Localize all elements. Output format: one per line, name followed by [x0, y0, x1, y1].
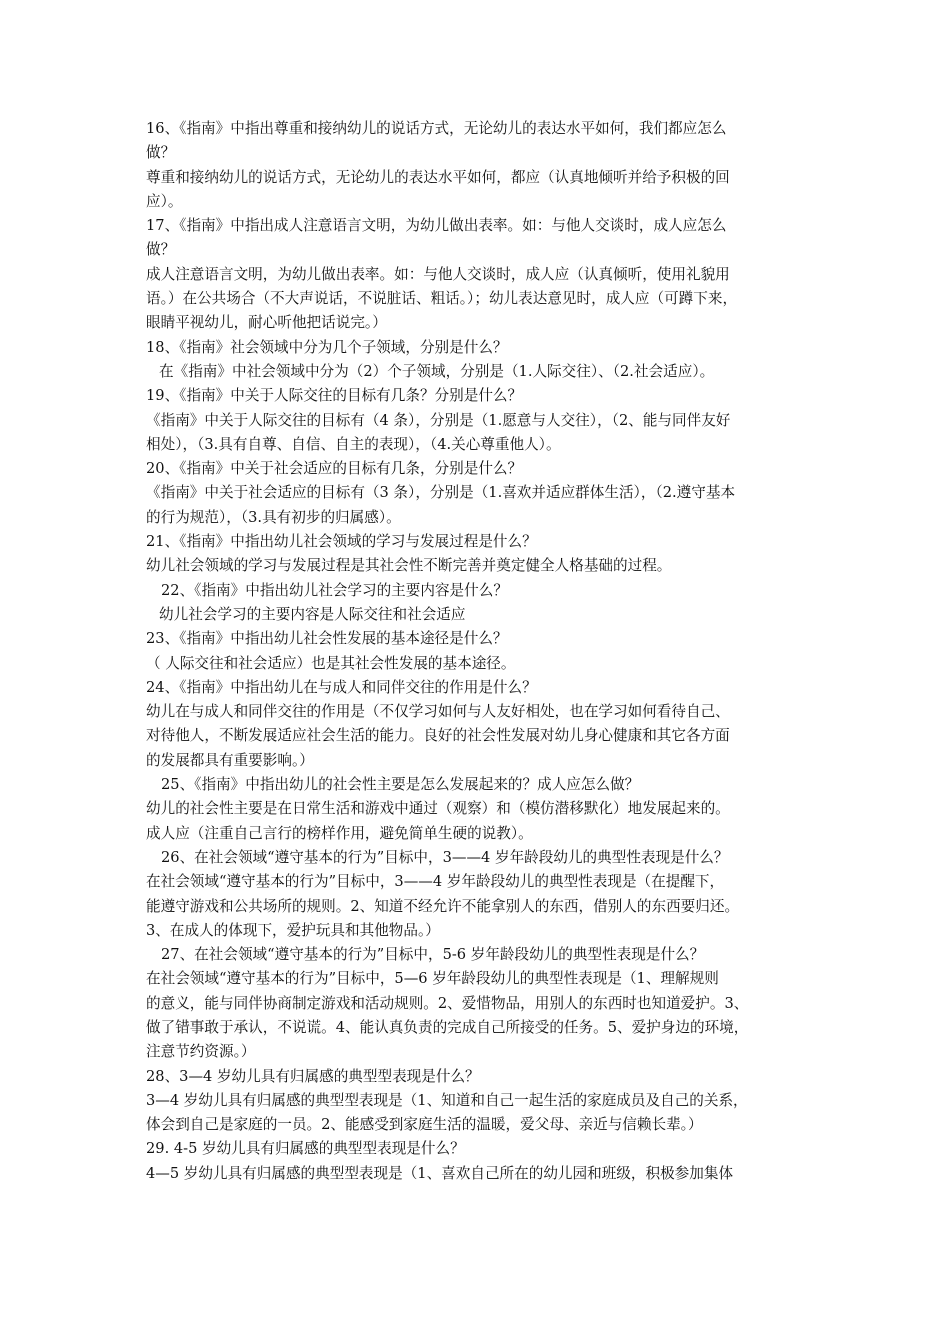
text-line: 成人应（注重自己言行的榜样作用，避免简单生硬的说教）。 — [146, 824, 533, 842]
text-line: 做？ — [146, 241, 176, 259]
text-line: 相处），（3.具有自尊、自信、自主的表现），（4.关心尊重他人）。 — [146, 435, 561, 453]
text-line: 做？ — [146, 144, 176, 162]
text-line: 3—4 岁幼儿具有归属感的典型型表现是（1、知道和自己一起生活的家庭成员及自己的关系， — [146, 1091, 748, 1109]
text-line: 25、《指南》中指出幼儿的社会性主要是怎么发展起来的？成人应怎么做？ — [161, 776, 640, 794]
text-line: 3、在成人的体现下，爱护玩具和其他物品。） — [146, 921, 440, 939]
text-line: 的发展都具有重要影响。） — [146, 751, 314, 769]
text-line: 语。）在公共场合（不大声说话，不说脏话、粗话。）；幼儿表达意见时，成人应（可蹲下来， — [146, 290, 738, 308]
text-line: 成人注意语言文明，为幼儿做出表率。如：与他人交谈时，成人应（认真倾听，使用礼貌用 — [146, 265, 730, 283]
text-line: 幼儿的社会性主要是在日常生活和游戏中通过（观察）和（模仿潜移默化）地发展起来的。 — [146, 800, 730, 818]
text-line: （ 人际交往和社会适应）也是其社会性发展的基本途径。 — [146, 654, 516, 672]
text-line: 应）。 — [146, 192, 183, 210]
text-line: 幼儿在与成人和同伴交往的作用是（不仅学习如何与人友好相处，也在学习如何看待自己、 — [146, 703, 730, 721]
text-line: 4—5 岁幼儿具有归属感的典型型表现是（1、喜欢自己所在的幼儿园和班级，积极参加集体 — [146, 1164, 734, 1182]
text-line: 21、《指南》中指出幼儿社会领域的学习与发展过程是什么？ — [146, 533, 537, 551]
text-line: 23、《指南》中指出幼儿社会性发展的基本途径是什么？ — [146, 630, 508, 648]
document-page — [146, 117, 808, 1186]
text-line: 幼儿社会领域的学习与发展过程是其社会性不断完善并奠定健全人格基础的过程。 — [146, 557, 672, 575]
text-line: 24、《指南》中指出幼儿在与成人和同伴交往的作用是什么？ — [146, 678, 537, 696]
text-line: 幼儿社会学习的主要内容是人际交往和社会适应 — [159, 605, 466, 623]
text-line: 做了错事敢于承认，不说谎。4、能认真负责的完成自己所接受的任务。5、爱护身边的环境， — [146, 1018, 749, 1036]
text-line: 26、在社会领域“遵守基本的行为”目标中，3——4 岁年龄段幼儿的典型性表现是什么？ — [161, 848, 729, 866]
text-line: 《指南》中关于社会适应的目标有（3 条），分别是（1.喜欢并适应群体生活），（2.遵守基本 — [146, 484, 736, 502]
text-line: 28、3—4 岁幼儿具有归属感的典型型表现是什么？ — [146, 1067, 480, 1085]
text-line: 注意节约资源。） — [146, 1043, 256, 1061]
text-line: 16、《指南》中指出尊重和接纳幼儿的说话方式，无论幼儿的表达水平如何，我们都应怎么 — [146, 120, 727, 137]
text-line: 对待他人，不断发展适应社会生活的能力。良好的社会性发展对幼儿身心健康和其它各方面 — [146, 727, 730, 745]
text-line: 17、《指南》中指出成人注意语言文明，为幼儿做出表率。如：与他人交谈时，成人应怎么 — [146, 217, 727, 235]
text-line: 20、《指南》中关于社会适应的目标有几条，分别是什么？ — [146, 460, 523, 478]
text-line: 的行为规范），（3.具有初步的归属感）。 — [146, 508, 401, 526]
text-line: 19、《指南》中关于人际交往的目标有几条？分别是什么？ — [146, 387, 523, 405]
text-line: 体会到自己是家庭的一员。2、能感受到家庭生活的温暖，爱父母、亲近与信赖长辈。） — [146, 1116, 703, 1134]
text-line: 眼睛平视幼儿，耐心听他把话说完。） — [146, 314, 387, 332]
text-line: 《指南》中关于人际交往的目标有（4 条），分别是（1.愿意与人交往），（2、能与同伴友好 — [146, 411, 731, 429]
text-line: 18、《指南》社会领域中分为几个子领域，分别是什么？ — [146, 338, 508, 356]
text-line: 27、在社会领域“遵守基本的行为”目标中，5-6 岁年龄段幼儿的典型性表现是什么？ — [161, 946, 705, 964]
text-line: 在社会领域“遵守基本的行为”目标中，5—6 岁年龄段幼儿的典型性表现是（1、理解规则 — [146, 970, 719, 988]
text-line: 在《指南》中社会领域中分为（2）个子领域，分别是（1.人际交往）、（2.社会适应）。 — [159, 362, 715, 380]
text-line: 能遵守游戏和公共场所的规则。2、知道不经允许不能拿别人的东西，借别人的东西要归还。 — [146, 897, 740, 915]
text-line: 29. 4-5 岁幼儿具有归属感的典型型表现是什么？ — [146, 1140, 465, 1158]
text-line: 22、《指南》中指出幼儿社会学习的主要内容是什么？ — [161, 581, 508, 599]
text-line: 的意义，能与同伴协商制定游戏和活动规则。2、爱惜物品，用别人的东西时也知道爱护。3、 — [146, 994, 749, 1012]
text-line: 尊重和接纳幼儿的说话方式，无论幼儿的表达水平如何，都应（认真地倾听并给予积极的回 — [146, 168, 730, 186]
text-line: 在社会领域“遵守基本的行为”目标中，3——4 岁年龄段幼儿的典型性表现是（在提醒下， — [146, 873, 725, 891]
